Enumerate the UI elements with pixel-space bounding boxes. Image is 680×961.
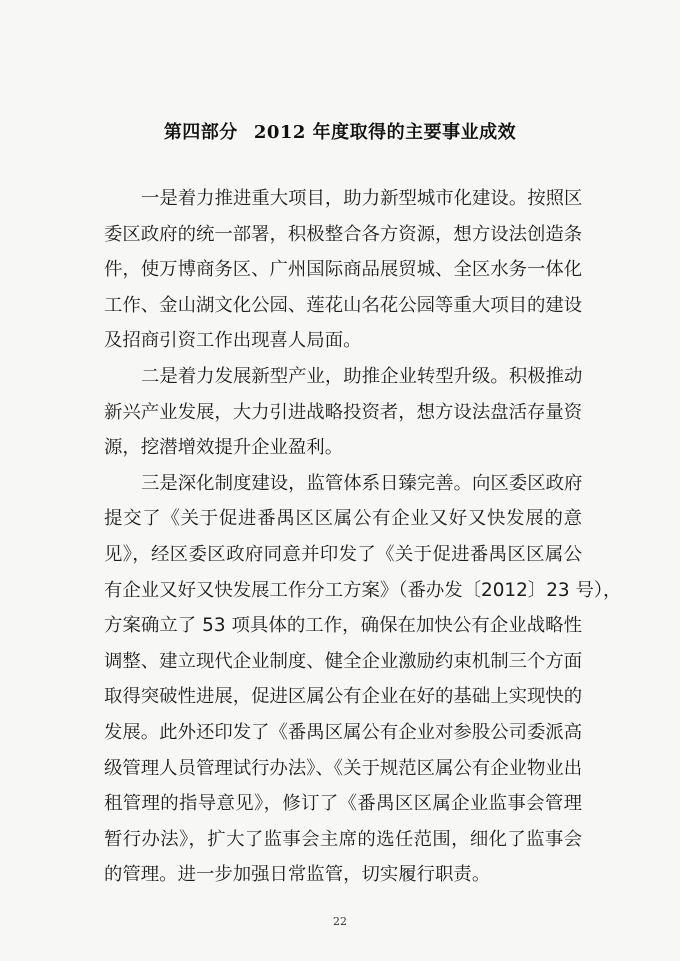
- paragraph-1-line-3: 件，使万博商务区、广州国际商品展贸城、全区水务一体化: [104, 259, 583, 281]
- paragraph-1-line-4: 工作、金山湖文化公园、莲花山名花公园等重大项目的建设: [104, 294, 583, 316]
- paragraph-3-line-1: 三是深化制度建设，监管体系日臻完善。向区委区政府: [141, 472, 583, 494]
- section-title: [0, 119, 680, 147]
- paragraph-3-line-8: 发展。此外还印发了《番禺区属公有企业对参股公司委派高: [104, 721, 583, 743]
- paragraph-3-line-11: 暂行办法》，扩大了监事会主席的选任范围，细化了监事会: [104, 828, 582, 850]
- page-number: 22: [333, 915, 347, 928]
- paragraph-1-line-5: 及招商引资工作出现喜人局面。: [104, 330, 362, 352]
- paragraph-1-line-1: 一是着力推进重大项目，助力新型城市化建设。按照区: [141, 188, 583, 209]
- section-heading: 2012 年度取得的主要事业成效: [253, 122, 517, 143]
- paragraph-3-line-5: 方案确立了 53 项具体的工作，确保在加快公有企业战略性: [104, 615, 582, 637]
- paragraph-3-line-3: 见》，经区委区政府同意并印发了《关于促进番禺区区属公: [104, 543, 582, 565]
- paragraph-3-line-12: 的管理。进一步加强日常监管，切实履行职责。: [104, 864, 491, 886]
- paragraph-3-line-10: 租管理的指导意见》，修订了《番禺区区属企业监事会管理: [104, 793, 582, 815]
- paragraph-3-line-2: 提交了《关于促进番禺区区属公有企业又好又快发展的意: [104, 508, 582, 530]
- paragraph-3-line-4: 有企业又好又快发展工作分工方案》（番办发〔2012〕23 号），: [104, 579, 622, 601]
- paragraph-2-line-2: 新兴产业发展，大力引进战略投资者，想方设法盘活存量资: [104, 401, 583, 423]
- paragraph-3-line-6: 调整、建立现代企业制度、健全企业激励约束机制三个方面: [104, 650, 583, 672]
- paragraph-1-line-2: 委区政府的统一部署，积极整合各方资源，想方设法创造条: [104, 223, 583, 245]
- body-text: [104, 181, 622, 893]
- paragraph-2-line-3: 源，挖潜增效提升企业盈利。: [104, 437, 344, 459]
- section-part-label: 第四部分: [163, 122, 238, 143]
- paragraph-3-line-9: 级管理人员管理试行办法》、《关于规范区属公有企业物业出: [104, 757, 583, 779]
- paragraph-2-line-1: 二是着力发展新型产业，助推企业转型升级。积极推动: [141, 365, 583, 387]
- paragraph-3-line-7: 取得突破性进展，促进区属公有企业在好的基础上实现快的: [104, 686, 583, 708]
